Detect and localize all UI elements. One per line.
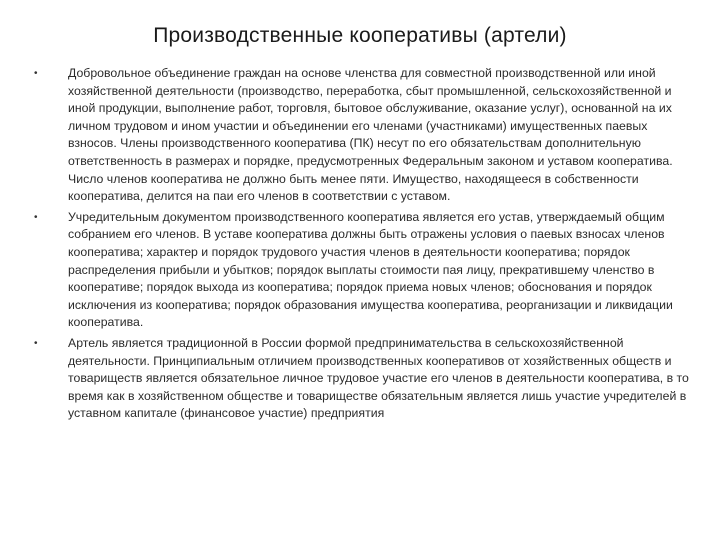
bullet-text: Добровольное объединение граждан на основе членства для совместной производственной или иной хозяйственной деятельности (производство, переработка, сбыт промышленной, сельскохозяйственной и иной продукции, выполнение работ, торговля, бытовое обслуживание, оказание услуг), основанной на их личном трудовом и ином участии и объединении его членами (участниками) имущественных паевых взносов. Члены производственного кооператива (ПК) несут по его обязательствам дополнительную ответственность в размерах и порядке, предусмотренных Федеральным законом и уставом кооператива. Число членов кооператива не должно быть менее пяти. Имущество, находящееся в собственности кооператива, делится на паи его членов в соответствии с уставом. [68,66,673,204]
bullet-text: Учредительным документом производственного кооператива является его устав, утверждаемый общим собранием его членов. В уставе кооператива должны быть отражены условия о паевых взносах членов кооператива; характер и порядок трудового участия членов в деятельности кооператива; порядок распределения прибыли и убытков; порядок выплаты стоимости пая лицу, прекратившему членство в кооперативе; порядок выхода из кооператива; порядок приема новых членов; обоснования и порядок исключения из кооператива; порядок образования имущества кооператива, реорганизации и ликвидации кооператива. [68,209,673,330]
bullet-item [34,209,694,332]
bullet-item [34,65,694,206]
bullet-marker: • [34,68,38,79]
bullet-list [34,65,694,426]
bullet-item [34,335,694,423]
bullet-marker: • [34,211,38,223]
bullet-text: Артель является традиционной в России формой предпринимательства в сельскохозяйственной деятельности. Принципиальным отличием производственных кооперативов от хозяйственных обществ и товариществ является обязательное личное трудовое участие его членов в деятельности кооператива, в то время как в хозяйственном обществе и товариществе обязательным является лишь участие учредителей в уставном капитале (финансовое участие) предприятия [68,335,689,421]
bullet-marker: • [34,337,38,349]
slide-title: Производственные кооперативы (артели) [153,24,567,47]
